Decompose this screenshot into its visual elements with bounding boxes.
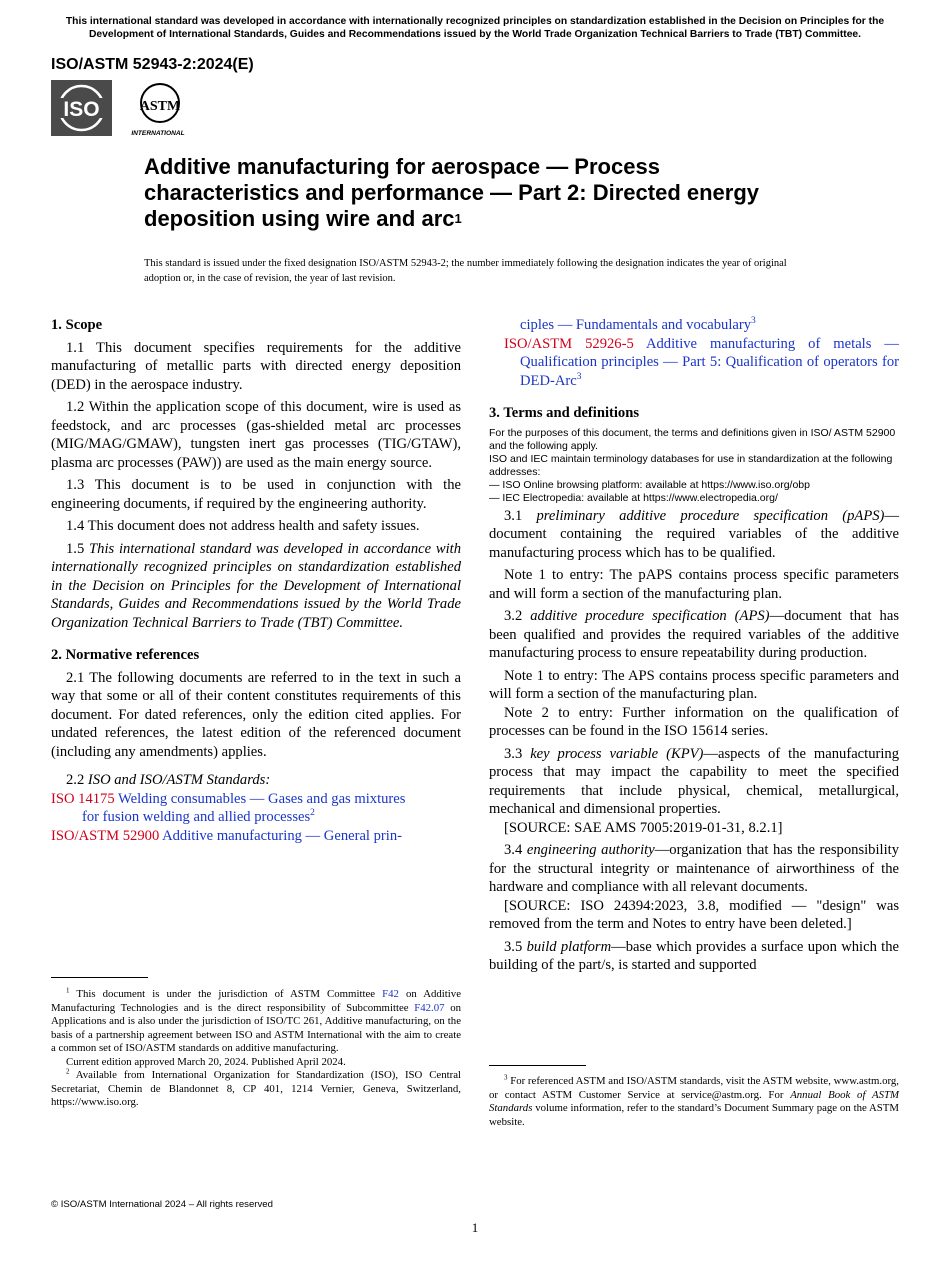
- definition-3-5-text: —base which provides a surface upon which the building of the part/s, is started and supported: [489, 938, 899, 973]
- footnote-3-text-a: For referenced ASTM and ISO/ASTM standards, visit the ASTM website, www.astm.org, or contact ASTM Customer Service at service@astm.org. For: [489, 1075, 899, 1101]
- definition-3-4-number: 3.4: [504, 842, 523, 858]
- left-footnote-rule: [51, 977, 148, 978]
- reference-note-mark: 3: [751, 316, 756, 327]
- clause-1-5-text: This international standard was developed in accordance with internationally recognized principles on standardization established in the Decision on Principles for the Development of International Standards, Guides and Recommendations issued by the World Trade Organization Technical Barriers to Trade (TBT) Committee.: [51, 540, 462, 631]
- footnote-1-text-a: This document is under the jurisdiction of ASTM Committee: [76, 988, 383, 1000]
- footnote-1-text-c: on Applications and is also under the jurisdiction of ISO/TC 261, Additive manufacturing, on the basis of a partnership agreement between ISO and ASTM International with the aim to create a common set of ISO/ASTM standards on additive manufacturing.: [51, 1001, 462, 1054]
- footnote-2-text: Available from International Organization for Standardization (ISO), ISO Central Secretariat, Chemin de Blandonnet 8, CP 401, 1214 Vernier, Geneva, Switzerland, https://www.iso.org.: [51, 1069, 462, 1108]
- page-number: 1: [471, 1220, 479, 1235]
- terms-intro-iec-electropedia: — IEC Electropedia: available at https://www.electropedia.org/: [489, 491, 778, 504]
- definition-3-3: [489, 745, 899, 819]
- definition-3-4-source: [SOURCE: ISO 24394:2023, 3.8, modified — "design" was removed from the term and Notes to entry have been deleted.]: [489, 897, 899, 932]
- document-title: [144, 154, 844, 232]
- definition-3-5: [489, 938, 899, 975]
- reference-code[interactable]: ISO 14175: [51, 790, 115, 807]
- section-2-heading: 2. Normative references: [51, 647, 200, 663]
- section-1-heading: 1. Scope: [51, 317, 103, 333]
- footnote-3-text-b: volume information, refer to the standard’s Document Summary page on the ASTM website.: [489, 1102, 899, 1128]
- footnote-3: [489, 1075, 899, 1129]
- footnote-1-edition: Current edition approved March 20, 2024. Published April 2024.: [66, 1055, 346, 1068]
- definition-3-1-number: 3.1: [504, 507, 523, 524]
- reference-iso-astm-52900-cont[interactable]: [489, 316, 899, 335]
- definition-3-3-number: 3.3: [504, 745, 523, 762]
- reference-iso-astm-52900[interactable]: [51, 827, 461, 846]
- definition-3-1: [489, 507, 899, 563]
- right-footnote-rule: [489, 1065, 586, 1066]
- footnote-3-mark: 3: [504, 1073, 508, 1082]
- terms-intro: [489, 427, 899, 505]
- reference-note-mark: 3: [576, 371, 582, 382]
- definition-3-3-term: key process variable (KPV): [530, 745, 704, 762]
- iso-logo-icon: [51, 80, 112, 136]
- clause-2-1: 2.1 The following documents are referred to in the text in such a way that some or all of their content constitutes requirements of this document. For dated references, only the edition cited applies. For undated references, the latest edition of the referenced document (including any amendments) applies.: [51, 669, 461, 760]
- reference-iso-14175[interactable]: [51, 790, 461, 809]
- astm-logo-text: ASTM: [139, 99, 181, 114]
- right-column: [489, 316, 899, 979]
- reference-title[interactable]: Additive manufacturing — General prin-: [162, 827, 402, 844]
- definition-3-5-number: 3.5: [504, 938, 523, 955]
- committee-f42-link[interactable]: F42: [382, 988, 399, 1000]
- footnote-1-mark: 1: [66, 986, 70, 995]
- reference-title-cont[interactable]: ciples — Fundamentals and vocabulary: [520, 317, 752, 333]
- clause-2-2: [51, 771, 461, 790]
- reference-iso-astm-52926-5[interactable]: [489, 335, 899, 391]
- definition-3-1-text: —document containing the required variables of the additive manufacturing process which has to be qualified.: [489, 507, 899, 561]
- definition-3-3-text: —aspects of the manufacturing process that may impact the capability to meet the specified requirements that include physical, chemical, metallurgical, mechanical and dimensional properties.: [489, 745, 900, 817]
- reference-code[interactable]: ISO/ASTM 52926-5: [504, 335, 634, 352]
- definition-3-5-term: build platform: [526, 938, 612, 955]
- footnote-2: [51, 1069, 461, 1110]
- right-footnotes: [489, 1075, 899, 1129]
- definition-3-2-note-2: Note 2 to entry: Further information on the qualification of processes can be found in the ISO 15614 series.: [489, 704, 899, 739]
- title-line-2: characteristics and performance — Part 2: Directed energy: [144, 180, 760, 205]
- reference-title-cont[interactable]: for fusion welding and allied processes: [82, 809, 311, 825]
- left-column: [51, 316, 461, 845]
- iso-logo-text: ISO: [63, 98, 100, 121]
- terms-intro-iso-obp: — ISO Online browsing platform: available at https://www.iso.org/obp: [489, 478, 810, 491]
- definition-3-2-number: 3.2: [504, 608, 523, 624]
- astm-logo-subtext: INTERNATIONAL: [131, 130, 185, 137]
- left-footnotes: [51, 988, 461, 1110]
- title-line-1: Additive manufacturing for aerospace — Process: [144, 154, 660, 179]
- footnote-1: [51, 988, 461, 1056]
- title-footnote-mark: 1: [454, 211, 462, 226]
- footnote-1-text-b: on Additive Manufacturing Technologies and is the direct responsibility of Subcommittee: [51, 988, 461, 1014]
- reference-note-mark: 2: [310, 808, 315, 819]
- reference-code[interactable]: ISO/ASTM 52900: [51, 827, 160, 844]
- clause-2-2-text: ISO and ISO/ASTM Standards:: [87, 772, 271, 788]
- clause-1-5: [51, 540, 461, 633]
- clause-1-2: 1.2 Within the application scope of this document, wire is used as feedstock, and arc processes (gas-shielded metal arc processes (MIG/MAG/GMAW), tungsten inert gas processes (TIG/GTAW), plasma arc processes (PAW)) are used as the main energy source.: [51, 399, 461, 471]
- footer-copyright: © ISO/ASTM International 2024 – All rights reserved: [51, 1199, 273, 1210]
- title-line-3: deposition using wire and arc: [144, 206, 455, 231]
- subcommittee-f42-07-link[interactable]: F42.07: [414, 1001, 445, 1014]
- definition-3-2-note-1: Note 1 to entry: The APS contains process specific parameters and will form a section of the manufacturing plan.: [489, 667, 899, 702]
- definition-3-4-term: engineering authority: [526, 842, 655, 858]
- astm-logo-icon: [126, 80, 190, 138]
- definition-3-1-note-1: Note 1 to entry: The pAPS contains process specific parameters and will form a section of the manufacturing plan.: [489, 567, 899, 602]
- document-designation: ISO/ASTM 52943-2:2024(E): [51, 56, 254, 73]
- definition-3-1-term: preliminary additive procedure specification (pAPS): [536, 507, 885, 524]
- footnote-3-book-title: Annual Book of ASTM Standards: [489, 1088, 899, 1114]
- clause-1-5-number: 1.5: [66, 540, 85, 557]
- definition-3-2: [489, 607, 899, 663]
- definition-3-2-text: —document that has been qualified and provides the required variables of the additive manufacturing process to ensure repeatability during production.: [489, 608, 900, 661]
- definition-3-3-source: [SOURCE: SAE AMS 7005:2019-01-31, 8.2.1]: [504, 819, 783, 836]
- clause-1-1: 1.1 This document specifies requirements for the additive manufacturing of metallic parts with directed energy deposition (DED) in the aerospace industry.: [51, 339, 461, 393]
- issue-note: This standard is issued under the fixed designation ISO/ASTM 52943-2; the number immediately following the designation indicates the year of original adoption or, in the case of revision, the year of last revision.: [144, 258, 787, 284]
- reference-iso-14175-cont[interactable]: [51, 808, 461, 827]
- terms-intro-1: For the purposes of this document, the terms and definitions given in ISO/ ASTM 52900 and the following apply.: [489, 426, 896, 452]
- clause-1-3: 1.3 This document is to be used in conjunction with the engineering documents, if required by the engineering authority.: [51, 477, 461, 512]
- clause-1-4: 1.4 This document does not address health and safety issues.: [66, 518, 420, 534]
- clause-2-2-number: 2.2: [66, 772, 85, 788]
- top-notice: This international standard was developed in accordance with internationally recognized principles on standardization established in the Decision on Principles for the Development of International Standards, Guides and Recommendations issued by the World Trade Organization Technical Barriers to Trade (TBT) Committee.: [65, 16, 885, 40]
- footnote-2-mark: 2: [66, 1067, 70, 1076]
- definition-3-4: [489, 841, 899, 897]
- reference-title[interactable]: Welding consumables — Gases and gas mixtures: [118, 790, 406, 807]
- definition-3-2-term: additive procedure specification (APS): [530, 608, 770, 624]
- terms-intro-2: ISO and IEC maintain terminology databases for use in standardization at the following addresses:: [489, 452, 893, 478]
- definition-3-4-text: —organization that has the responsibility for the structural integrity or maintenance of airworthiness of the hardware and compliance with all relevant documents.: [489, 842, 899, 895]
- section-3-heading: 3. Terms and definitions: [489, 405, 640, 421]
- reference-title[interactable]: Additive manufacturing of metals — Qualification principles — Part 5: Qualification of operators for DED-Arc: [520, 335, 900, 389]
